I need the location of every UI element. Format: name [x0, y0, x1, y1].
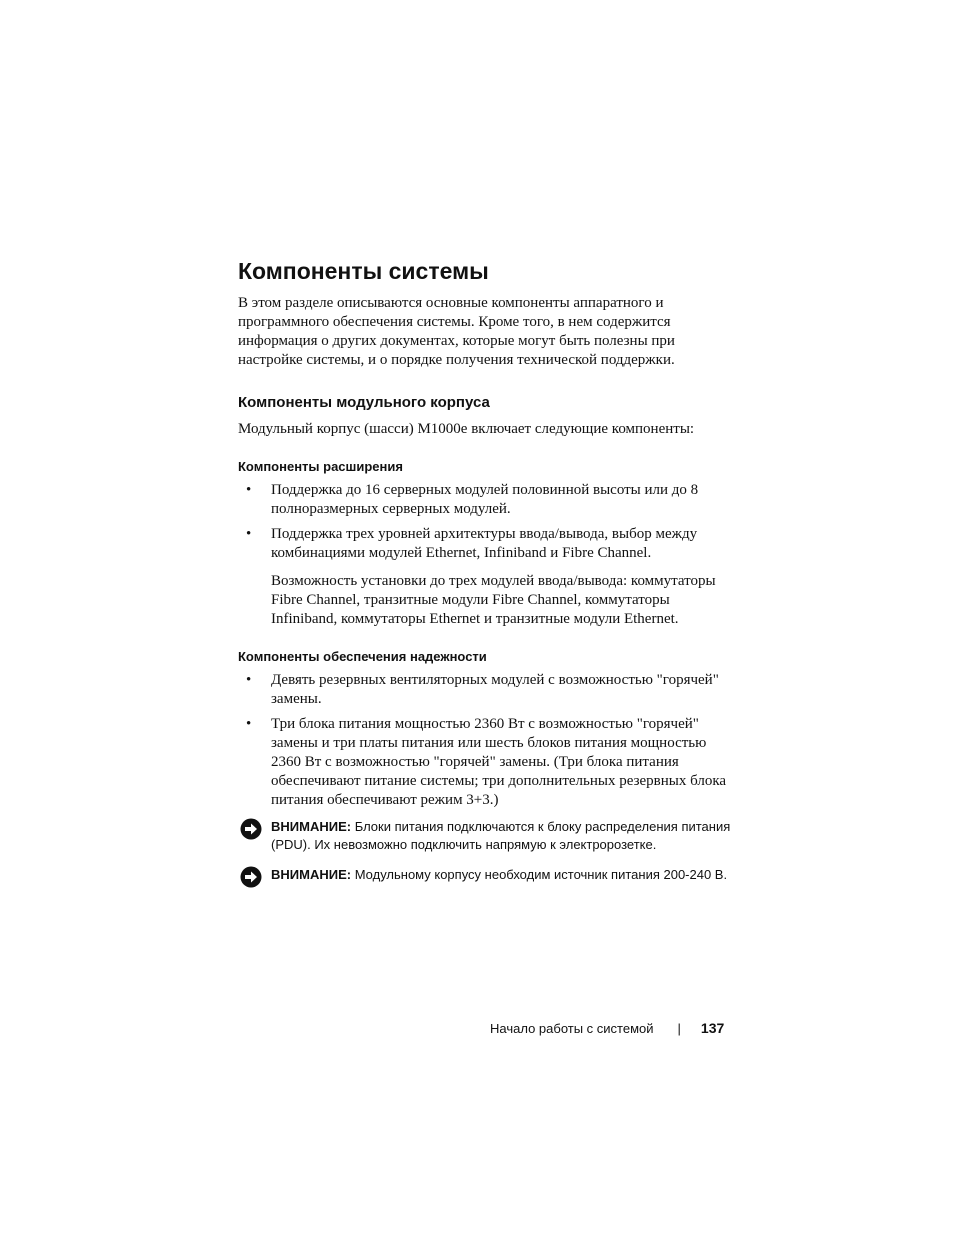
notice-arrow-icon [240, 866, 262, 888]
footer-chapter: Начало работы с системой [490, 1021, 654, 1036]
notice-arrow-icon [240, 818, 262, 840]
bullet: • [246, 526, 252, 542]
reliability-heading: Компоненты обеспечения надежности [238, 649, 487, 664]
notice-text: Блоки питания подключаются к блоку распределения питания (PDU). Их невозможно подключить напрямую к электророзетке. [271, 819, 731, 852]
list-item [238, 715, 738, 810]
expansion-list [238, 481, 738, 563]
notice-text: Модульному корпусу необходим источник питания 200-240 В. [351, 867, 728, 882]
list-item [238, 481, 738, 519]
bullet: • [246, 672, 252, 688]
list-item [238, 525, 738, 563]
list-item-text: Поддержка до 16 серверных модулей половинной высоты или до 8 полноразмерных серверных модулей. [271, 482, 699, 517]
bullet: • [246, 482, 252, 498]
expansion-sub-paragraph: Возможность установки до трех модулей ввода/вывода: коммутаторы Fibre Channel, транзитные модули Fibre Channel, коммутаторы Infiniband, коммутаторы Ethernet и транзитные модули Ethernet. [271, 573, 716, 627]
notice-label: ВНИМАНИЕ: [271, 867, 352, 882]
page-content [238, 256, 738, 884]
expansion-heading: Компоненты расширения [238, 459, 403, 474]
list-item [238, 671, 738, 709]
section-lead: Модульный корпус (шасси) M1000e включает следующие компоненты: [238, 421, 695, 437]
notice-2 [238, 866, 738, 884]
notice-1 [238, 818, 738, 854]
list-item-text: Три блока питания мощностью 2360 Вт с возможностью "горячей" замены и три платы питания или шесть блоков питания мощностью 2360 Вт с возможностью "горячей" замены. (Три блока питания обеспечивают питание системы; три дополнительных резервных блока питания обеспечивают режим 3+3.) [271, 716, 727, 808]
notice-label: ВНИМАНИЕ: [271, 819, 352, 834]
list-item-text: Поддержка трех уровней архитектуры ввода/вывода, выбор между комбинациями модулей Ethernet, Infiniband и Fibre Channel. [271, 526, 698, 561]
list-item-text: Девять резервных вентиляторных модулей с возможностью "горячей" замены. [271, 672, 719, 707]
footer-separator: | [677, 1021, 681, 1036]
page-footer [490, 1018, 724, 1039]
reliability-list [238, 671, 738, 810]
page-number: 137 [700, 1020, 725, 1036]
page-title: Компоненты системы [238, 258, 489, 284]
section-heading: Компоненты модульного корпуса [238, 394, 490, 411]
intro-paragraph: В этом разделе описываются основные компоненты аппаратного и программного обеспечения системы. Кроме того, в нем содержится информация о других документах, которые могут быть полезны при настройке системы, и о порядке получения технической поддержки. [238, 295, 675, 368]
bullet: • [246, 716, 252, 732]
